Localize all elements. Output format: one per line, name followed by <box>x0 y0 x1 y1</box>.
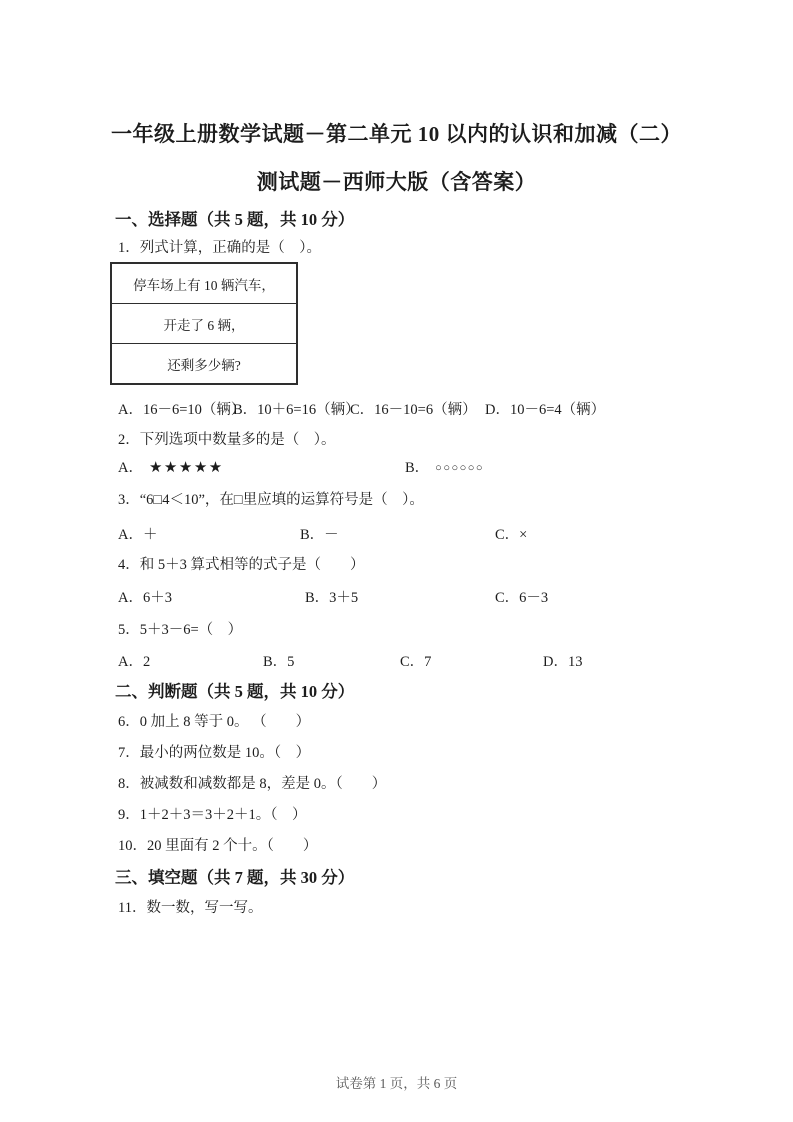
option-b: B．5 <box>263 654 295 670</box>
option-b: B．－ <box>300 527 339 543</box>
section-heading-choice: 一、选择题（共 5 题，共 10 分） <box>115 210 355 229</box>
option-c: C．× <box>495 527 528 543</box>
question-3-options <box>118 523 527 544</box>
question-9-stem: 9．1＋2＋3＝3＋2＋1。（ ） <box>118 807 307 823</box>
question-1-options <box>118 398 605 419</box>
option-a-label: A． <box>118 460 143 476</box>
page-title-line1: 一年级上册数学试题－第二单元 10 以内的认识和加减（二） <box>111 122 682 146</box>
question-5-options <box>118 650 582 671</box>
question-5-stem: 5．5＋3－6=（ ） <box>118 622 243 638</box>
section-heading-fill: 三、填空题（共 7 题，共 30 分） <box>115 868 355 887</box>
option-a: A．＋ <box>118 527 158 543</box>
option-b-label: B． <box>405 460 430 476</box>
question-4-stem: 4．和 5＋3 算式相等的式子是（ ） <box>118 557 365 573</box>
question-1-story-box <box>110 262 298 385</box>
question-6-stem: 6．0 加上 8 等于 0。 （ ） <box>118 714 311 730</box>
option-a: A．16－6=10（辆） <box>118 402 246 418</box>
question-1-stem: 1．列式计算，正确的是（ ）。 <box>118 240 321 256</box>
option-d: D．10－6=4（辆） <box>485 402 606 418</box>
option-a <box>118 456 405 477</box>
question-8-stem: 8．被减数和减数都是 8，差是 0。（ ） <box>118 776 387 792</box>
circles-icon: ○○○○○○ <box>435 462 485 474</box>
option-b: B．3＋5 <box>305 590 359 606</box>
question-3-stem: 3．“6□4＜10”，在□里应填的运算符号是（ ）。 <box>118 492 424 508</box>
section-heading-judge: 二、判断题（共 5 题，共 10 分） <box>115 682 355 701</box>
question-2-stem: 2．下列选项中数量多的是（ ）。 <box>118 432 336 448</box>
option-b: B．10＋6=16（辆） <box>233 402 360 418</box>
story-box-row: 停车场上有 10 辆汽车， <box>112 264 296 304</box>
page-footer: 试卷第 1 页，共 6 页 <box>335 1076 458 1091</box>
page-title-line2: 测试题－西师大版（含答案） <box>256 170 537 194</box>
question-11-stem: 11．数一数，写一写。 <box>118 900 263 916</box>
option-d: D．13 <box>543 654 583 670</box>
question-7-stem: 7．最小的两位数是 10。（ ） <box>118 745 311 761</box>
story-box-row: 开走了 6 辆， <box>112 304 296 344</box>
question-10-stem: 10．20 里面有 2 个十。（ ） <box>118 838 318 854</box>
option-b <box>405 456 484 477</box>
question-2-options <box>118 456 484 477</box>
option-c: C．7 <box>400 654 432 670</box>
question-4-options <box>118 586 548 607</box>
option-c: C．16－10=6（辆） <box>350 402 477 418</box>
option-a: A．6＋3 <box>118 590 172 606</box>
option-c: C．6－3 <box>495 590 549 606</box>
stars-icon: ★★★★★ <box>148 460 224 476</box>
story-box-row: 还剩多少辆? <box>167 357 241 373</box>
option-a: A．2 <box>118 654 151 670</box>
